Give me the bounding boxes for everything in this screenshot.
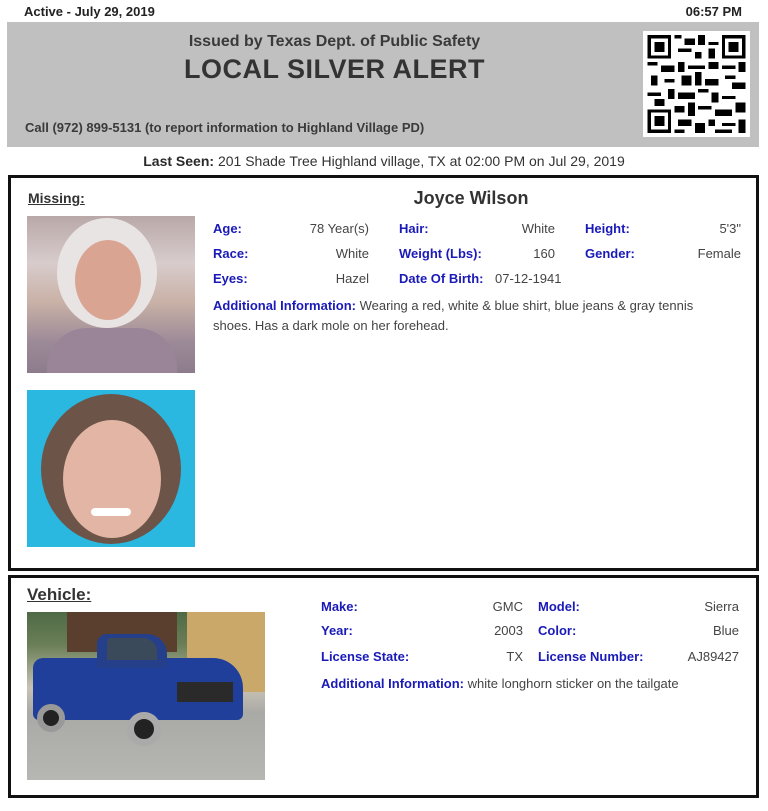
vehicle-additional-info <box>321 674 741 694</box>
year-value: 2003 <box>494 623 523 638</box>
license-number-label: License Number: <box>538 649 644 664</box>
top-bar <box>0 0 768 22</box>
year-label: Year: <box>321 623 353 638</box>
make-value: GMC <box>492 599 523 614</box>
height-label: Height: <box>585 221 630 236</box>
alert-time: 06:57 PM <box>685 4 742 19</box>
person-name: Joyce Wilson <box>413 188 529 208</box>
gender-label: Gender: <box>585 246 635 261</box>
additional-info-label: Additional Information: <box>213 298 356 313</box>
alert-status: Active - July 29, 2019 <box>24 4 155 19</box>
make-label: Make: <box>321 599 358 614</box>
issuer-text: Issued by Texas Dept. of Public Safety <box>188 33 481 50</box>
missing-label: Missing: <box>28 190 85 206</box>
alert-title: LOCAL SILVER ALERT <box>183 54 485 84</box>
vehicle-label: Vehicle: <box>27 585 92 604</box>
qr-code-icon[interactable] <box>643 31 750 137</box>
eyes-label: Eyes: <box>213 271 248 286</box>
last-seen <box>0 153 768 169</box>
person-photo-2 <box>27 390 195 547</box>
race-value: White <box>335 246 369 261</box>
hair-value: White <box>521 221 555 236</box>
last-seen-value: 201 Shade Tree Highland village, TX at 02:00 PM on Jul 29, 2019 <box>217 153 625 169</box>
model-label: Model: <box>538 599 580 614</box>
missing-additional-info <box>213 296 733 336</box>
age-value: 78 Year(s) <box>309 221 369 236</box>
age-label: Age: <box>213 221 242 236</box>
color-value: Blue <box>712 623 739 638</box>
vehicle-additional-info-label: Additional Information: <box>321 676 464 691</box>
additional-info-value: Wearing a red, white & blue shirt, blue jeans & gray tennis shoes. Has a dark mole on her forehead. <box>213 298 694 333</box>
license-state-value: TX <box>506 649 523 664</box>
weight-value: 160 <box>533 246 555 261</box>
eyes-value: Hazel <box>335 271 369 286</box>
alert-banner <box>7 22 759 147</box>
call-info: Call (972) 899-5131 (to report information to Highland Village PD) <box>25 120 425 135</box>
height-value: 5'3" <box>719 221 741 236</box>
vehicle-section <box>8 575 759 798</box>
dob-label: Date Of Birth: <box>399 271 484 286</box>
vehicle-photo <box>27 612 265 780</box>
race-label: Race: <box>213 246 249 261</box>
gender-value: Female <box>697 246 741 261</box>
missing-person-section <box>8 175 759 571</box>
model-value: Sierra <box>704 599 739 614</box>
dob-value: 07-12-1941 <box>495 271 562 286</box>
license-number-value: AJ89427 <box>687 649 739 664</box>
person-photo-1 <box>27 216 195 373</box>
weight-label: Weight (Lbs): <box>399 246 482 261</box>
license-state-label: License State: <box>321 649 410 664</box>
color-label: Color: <box>538 623 577 638</box>
hair-label: Hair: <box>399 221 429 236</box>
vehicle-additional-info-value: white longhorn sticker on the tailgate <box>467 676 679 691</box>
last-seen-label: Last Seen: <box>143 153 215 169</box>
